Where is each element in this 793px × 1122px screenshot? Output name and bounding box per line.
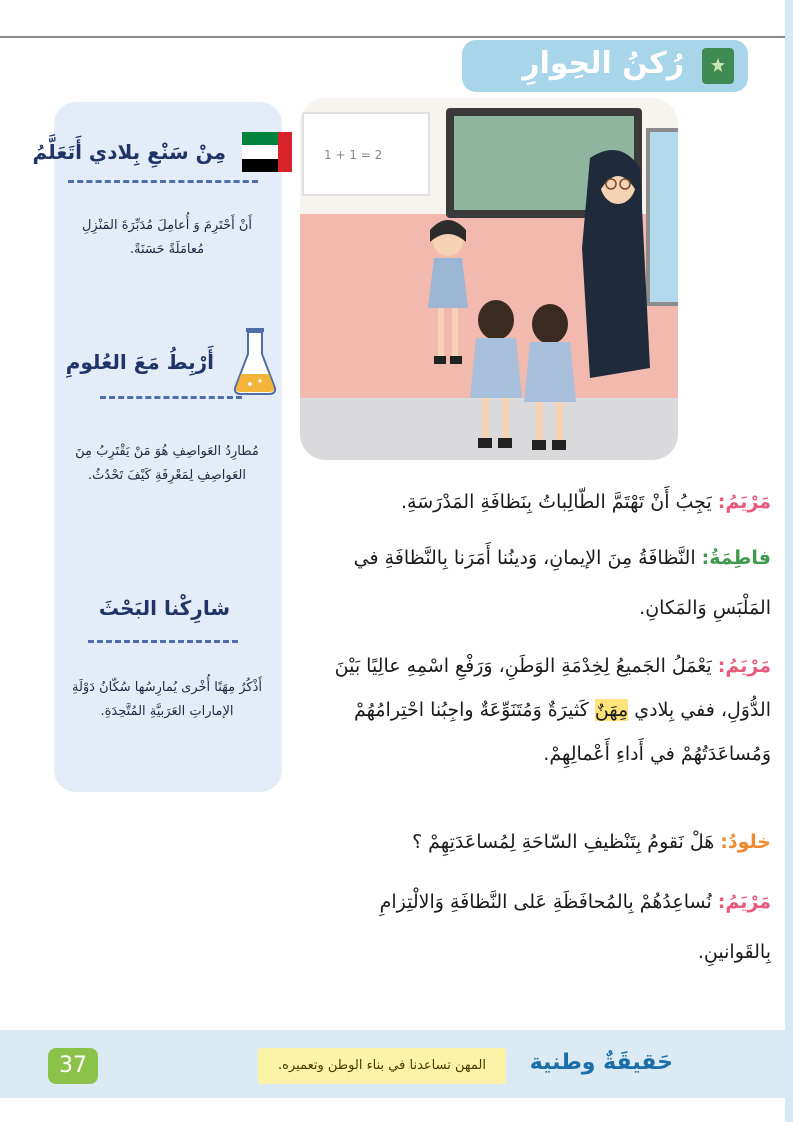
page-number: 37: [48, 1048, 98, 1084]
learn-divider: [68, 180, 258, 183]
speaker-name: مَرْيَمُ:: [717, 655, 771, 677]
top-divider: [0, 36, 793, 38]
learn-heading: مِنْ سَنْعِ بِلادي أَتَعَلَّمُ: [32, 140, 226, 164]
dialogue-line: [291, 824, 771, 860]
dialogue-text: كَثيرَةٌ وَمُتَنَوِّعَةٌ واجِبُنا احْتِرامُهُمْ: [353, 699, 589, 721]
dialogue-text: وَمُساعَدَتُهُمْ في أَداءِ أَعْمالِهِمْ.: [543, 743, 771, 765]
characters-drawing: [300, 98, 678, 460]
section-tab: [462, 40, 748, 92]
dialogue-text: يَجِبُ أَنْ تَهْتَمَّ الطّالِباتُ بِنَظافَةِ المَدْرَسَةِ.: [401, 491, 712, 513]
board-text: 1 + 1 = 2: [324, 148, 383, 162]
research-divider: [88, 640, 238, 643]
speaker-name: مَرْيَمُ:: [717, 491, 771, 513]
page-edge: [785, 0, 793, 1122]
classroom-illustration: [300, 98, 678, 460]
science-divider: [100, 396, 242, 399]
research-heading: شارِكْنا البَحْثَ: [98, 596, 230, 620]
science-heading: أَرْبِطُ مَعَ العُلومِ: [65, 350, 214, 374]
dialogue-text: بِالقَوانينِ.: [697, 941, 771, 963]
dialogue-text: المَلْبَسِ وَالمَكانِ.: [639, 597, 771, 619]
speaker-name: مَرْيَمُ:: [717, 891, 771, 913]
dialogue-text: الدُّوَلِ، ففي بِلادي: [634, 699, 771, 721]
fact-text: المهن تساعدنا في بناء الوطن وتعميره.: [258, 1048, 506, 1084]
learn-text: أَنْ أَحْتَرِمَ وَ أُعامِلَ مُدَبِّرَةَ المَنْزِلِ مُعامَلَةً حَسَنَةً.: [81, 218, 253, 257]
dialogue-line: [291, 884, 771, 970]
research-text: أَذْكُرُ مِهَنًا أُخْرى يُمارِسُها سُكّانُ دَوْلَةِ الإماراتِ العَرَبيَّةِ المُتَّحِدَةِ.: [71, 680, 263, 719]
dialogue-line: [291, 540, 771, 626]
star-badge-icon: [702, 48, 734, 84]
highlighted-word: مِهَنٌ: [594, 699, 629, 721]
fact-title: حَقيقَةٌ وطنية: [529, 1050, 673, 1075]
section-title: رُكنُ الحِوارِ: [522, 46, 684, 81]
dialogue-text: يَعْمَلُ الجَميعُ لِخِدْمَةِ الوَطَنِ، وَرَفْعِ اسْمِهِ عالِيًا بَيْنَ: [334, 655, 712, 677]
uae-flag-icon: [242, 132, 292, 172]
dialogue-line: [291, 648, 771, 772]
dialogue-line: [291, 484, 771, 520]
science-text: مُطارِدُ العَواصِفِ هُوَ مَنْ يَقْتَرِبُ مِنَ العَواصِفِ لِمَعْرِفَةِ كَيْفَ تَحْدُثُ.: [75, 444, 259, 483]
flask-icon: [232, 326, 278, 396]
dialogue-text: النَّظافَةُ مِنَ الإيمانِ، وَدينُنا أَمَرَنا بِالنَّظافَةِ في: [353, 547, 696, 569]
sidebar-panel: [32, 102, 282, 792]
speaker-name: فاطِمَةُ:: [701, 547, 771, 569]
speaker-name: خلودُ:: [720, 831, 771, 853]
dialogue-text: هَلْ نَقومُ بِتَنْظيفِ السّاحَةِ لِمُساعَدَتِهِمْ ؟: [412, 831, 715, 853]
dialogue-text: نُساعِدُهُمْ بِالمُحافَظَةِ عَلى النَّظافَةِ وَالالْتِزامِ: [379, 891, 712, 913]
